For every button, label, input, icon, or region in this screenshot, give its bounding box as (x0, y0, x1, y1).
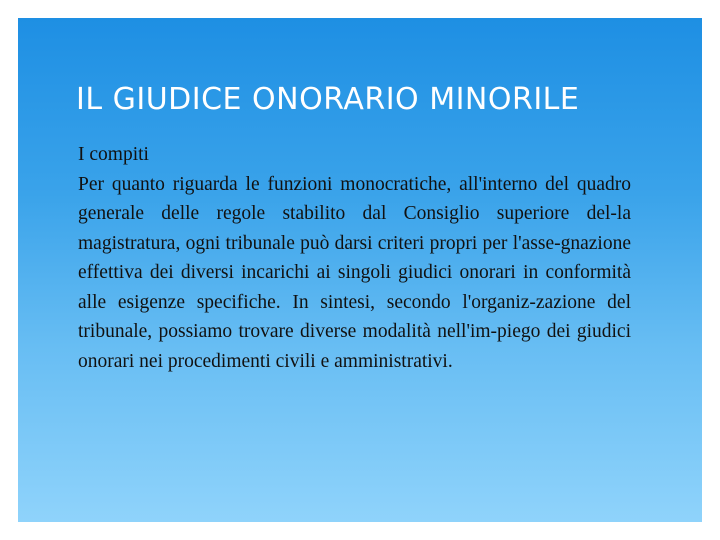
slide-title: IL GIUDICE ONORARIO MINORILE (76, 82, 580, 117)
body-paragraph: Per quanto riguarda le funzioni monocratiche, all'interno del quadro generale delle regole stabilito dal Consiglio superiore del-la magistratura, ogni tribunale può darsi criteri propri per l'asse-gnazione effettiva dei diversi incarichi ai singoli giudici onorari in conformità alle esigenze specifiche. In sintesi, secondo l'organiz-zazione del tribunale, possiamo trovare diverse modalità nell'im-piego dei giudici onorari nei procedimenti civili e amministrativi. (78, 173, 631, 372)
slide-body (78, 140, 631, 376)
section-subtitle: I compiti (78, 144, 149, 165)
